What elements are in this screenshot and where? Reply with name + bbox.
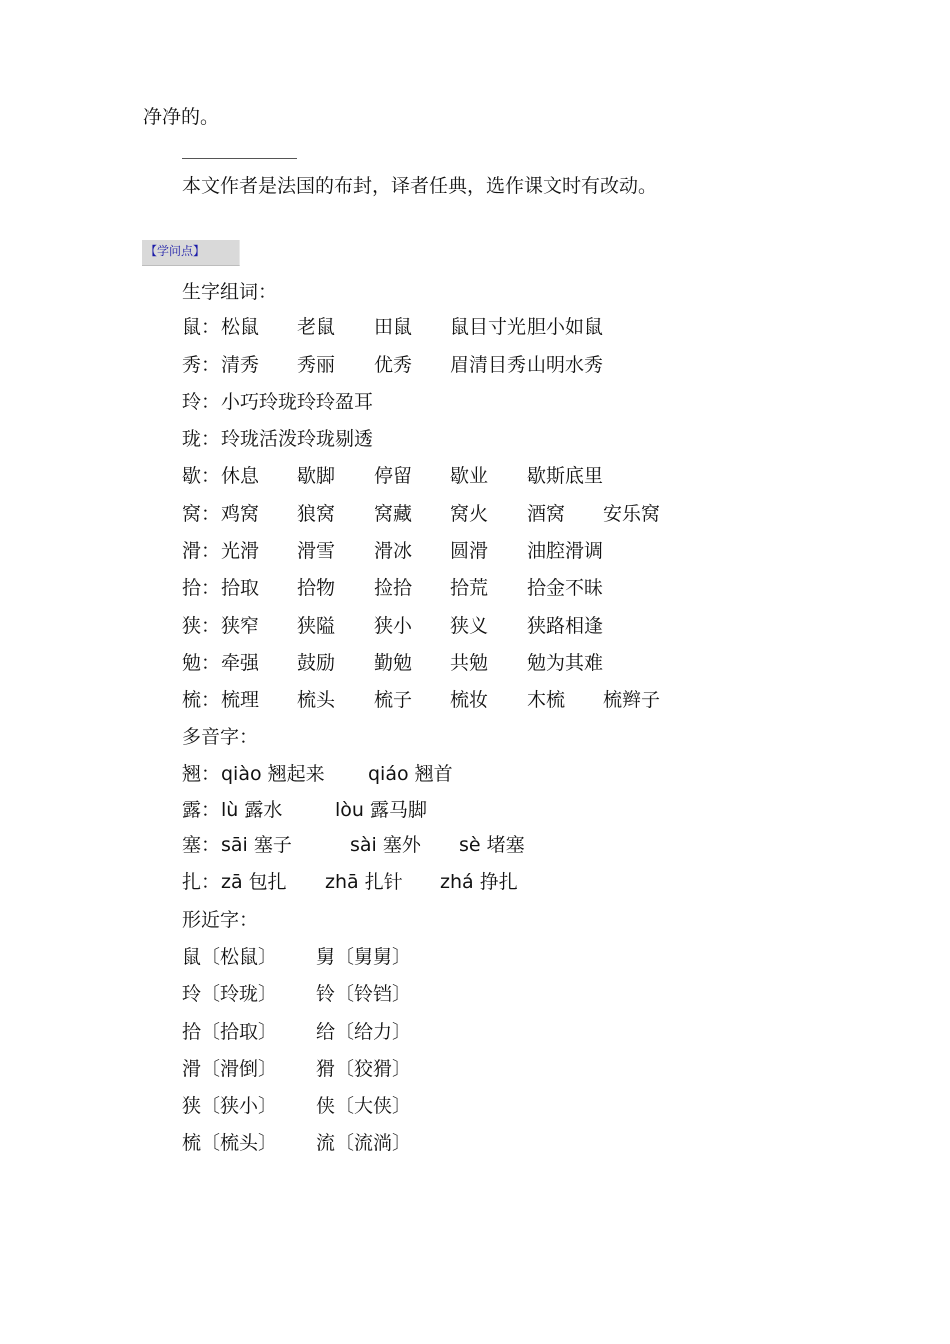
vocab-char: 秀：: [182, 354, 221, 376]
vocab-char: 滑：: [182, 540, 221, 562]
vocab-word: 狭义: [450, 615, 489, 637]
vocab-word: 休息: [221, 465, 260, 487]
polyphonic-reading: lòu 露马脚: [335, 799, 427, 821]
vocab-word: 小巧玲珑: [221, 391, 298, 413]
polyphonic-heading: 多音字：: [182, 726, 259, 748]
vocab-word: 梳头: [297, 689, 336, 711]
paragraph-end-text: 净净的。: [143, 106, 220, 128]
polyphonic-reading: sài 塞外: [350, 834, 421, 856]
vocab-word: 胆小如鼠: [527, 316, 604, 338]
vocab-char: 窝：: [182, 503, 221, 525]
vocab-word: 玲玲盈耳: [297, 391, 374, 413]
vocab-word: 清秀: [221, 354, 260, 376]
vocab-word: 光滑: [221, 540, 260, 562]
vocab-word: 鼠目寸光: [450, 316, 527, 338]
similar-char-pair: 狭〔狭小〕: [182, 1095, 278, 1117]
vocab-word: 滑雪: [297, 540, 336, 562]
vocab-word: 玲珑活泼: [221, 428, 298, 450]
vocab-word: 狼窝: [297, 503, 336, 525]
vocab-word: 歇脚: [297, 465, 336, 487]
vocab-char: 拾：: [182, 577, 221, 599]
vocab-word: 拾取: [221, 577, 260, 599]
polyphonic-reading: sè 堵塞: [459, 834, 525, 856]
polyphonic-reading: zhā 扎针: [325, 871, 403, 893]
vocab-word: 拾荒: [450, 577, 489, 599]
vocab-word: 木梳: [527, 689, 566, 711]
vocab-word: 拾物: [297, 577, 336, 599]
vocab-char: 狭：: [182, 615, 221, 637]
vocab-word: 勉为其难: [527, 652, 604, 674]
vocab-char: 勉：: [182, 652, 221, 674]
polyphonic-char: 扎：: [182, 871, 221, 893]
vocab-word: 狭隘: [297, 615, 336, 637]
vocab-char: 珑：: [182, 428, 221, 450]
similar-char-pair: 滑〔滑倒〕: [182, 1058, 278, 1080]
vocab-word: 梳子: [374, 689, 413, 711]
vocab-word: 老鼠: [297, 316, 336, 338]
vocab-char: 玲：: [182, 391, 221, 413]
polyphonic-reading: qiáo 翘首: [368, 763, 453, 785]
vocab-word: 山明水秀: [527, 354, 604, 376]
vocab-word: 圆滑: [450, 540, 489, 562]
polyphonic-char: 翘：: [182, 763, 221, 785]
vocab-word: 优秀: [374, 354, 413, 376]
vocab-word: 玲珑剔透: [297, 428, 374, 450]
vocab-word: 滑冰: [374, 540, 413, 562]
vocab-word: 牵强: [221, 652, 260, 674]
similar-char-pair: 铃〔铃铛〕: [316, 983, 412, 1005]
vocab-word: 松鼠: [221, 316, 260, 338]
vocab-word: 停留: [374, 465, 413, 487]
vocab-word: 狭窄: [221, 615, 260, 637]
similar-char-pair: 猾〔狡猾〕: [316, 1058, 412, 1080]
vocab-word: 狭路相逢: [527, 615, 604, 637]
section-tag: [142, 240, 240, 266]
similar-char-pair: 给〔给力〕: [316, 1021, 412, 1043]
vocab-word: 窝火: [450, 503, 489, 525]
footnote-divider: [182, 158, 297, 159]
vocab-word: 田鼠: [374, 316, 413, 338]
vocab-word: 鸡窝: [221, 503, 260, 525]
vocab-word: 安乐窝: [603, 503, 661, 525]
similar-heading: 形近字：: [182, 909, 259, 931]
polyphonic-reading: zhá 挣扎: [440, 871, 518, 893]
vocab-word: 眉清目秀: [450, 354, 527, 376]
vocab-word: 酒窝: [527, 503, 566, 525]
polyphonic-reading: sāi 塞子: [221, 834, 292, 856]
similar-char-pair: 侠〔大侠〕: [316, 1095, 412, 1117]
similar-char-pair: 鼠〔松鼠〕: [182, 946, 278, 968]
vocab-word: 鼓励: [297, 652, 336, 674]
vocab-word: 梳妆: [450, 689, 489, 711]
similar-char-pair: 流〔流淌〕: [316, 1132, 412, 1154]
vocab-word: 狭小: [374, 615, 413, 637]
vocab-char: 歇：: [182, 465, 221, 487]
polyphonic-reading: lù 露水: [221, 799, 283, 821]
vocab-word: 歇业: [450, 465, 489, 487]
vocab-word: 拾金不昧: [527, 577, 604, 599]
vocab-word: 秀丽: [297, 354, 336, 376]
section-tag-label: 【学问点】: [145, 244, 206, 258]
vocab-word: 共勉: [450, 652, 489, 674]
vocab-word: 捡拾: [374, 577, 413, 599]
polyphonic-char: 露：: [182, 799, 221, 821]
polyphonic-char: 塞：: [182, 834, 221, 856]
similar-char-pair: 梳〔梳头〕: [182, 1132, 278, 1154]
similar-char-pair: 拾〔拾取〕: [182, 1021, 278, 1043]
vocab-word: 勤勉: [374, 652, 413, 674]
vocab-char: 鼠：: [182, 316, 221, 338]
vocab-word: 梳辫子: [603, 689, 661, 711]
vocab-char: 梳：: [182, 689, 221, 711]
vocab-word: 梳理: [221, 689, 260, 711]
polyphonic-reading: zā 包扎: [221, 871, 287, 893]
similar-char-pair: 舅〔舅舅〕: [316, 946, 412, 968]
similar-char-pair: 玲〔玲珑〕: [182, 983, 278, 1005]
footnote-text: 本文作者是法国的布封，译者任典，选作课文时有改动。: [182, 175, 658, 197]
vocab-word: 歇斯底里: [527, 465, 604, 487]
vocab-heading: 生字组词：: [182, 281, 278, 303]
vocab-word: 油腔滑调: [527, 540, 604, 562]
polyphonic-reading: qiào 翘起来: [221, 763, 325, 785]
vocab-word: 窝藏: [374, 503, 413, 525]
